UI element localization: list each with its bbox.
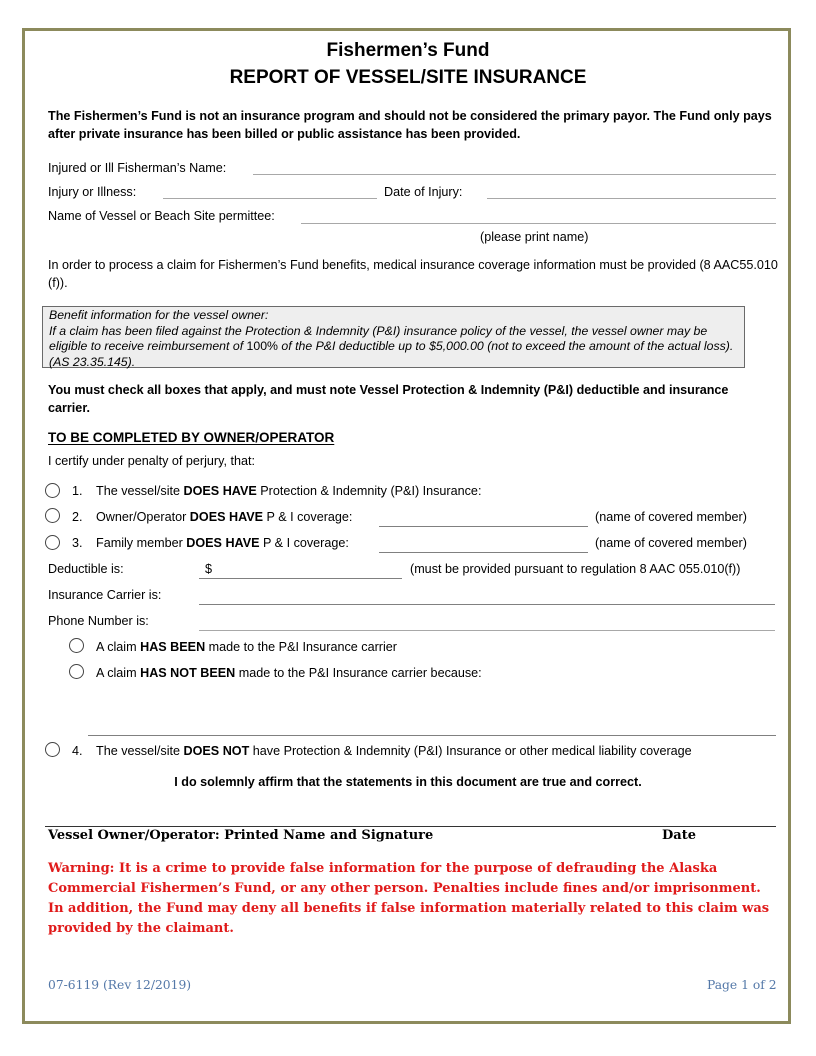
document-title: Fishermen’s Fund — [326, 40, 490, 61]
claim-reason-field[interactable] — [88, 735, 776, 736]
injury-label: Injury or Illness: — [48, 185, 137, 199]
claim-has-been-pre: A claim — [96, 640, 141, 654]
option-2-note: (name of covered member) — [595, 510, 747, 524]
signature-date-label: Date — [662, 828, 696, 843]
deductible-note: (must be provided pursuant to regulation 8 AAC 055.010(f)) — [410, 562, 741, 576]
carrier-label: Insurance Carrier is: — [48, 588, 162, 602]
option-2-radio[interactable] — [45, 508, 60, 523]
certify-text: I certify under penalty of perjury, that: — [48, 454, 255, 468]
option-3-label — [96, 536, 349, 550]
claim-has-not-been-label — [96, 666, 482, 680]
option-2-bold: DOES HAVE — [189, 510, 264, 524]
vessel-name-label: Name of Vessel or Beach Site permittee: — [48, 209, 275, 223]
deductible-label: Deductible is: — [48, 562, 124, 576]
claim-has-been-radio[interactable] — [69, 638, 84, 653]
vessel-name-note: (please print name) — [480, 230, 589, 244]
option-3-radio[interactable] — [45, 535, 60, 550]
benefit-text-a: If a claim has been filed against the Protection & Indemnity (P&I) insurance policy of the vessel, the vessel owner may be eligible to receive reimbursement of — [49, 323, 708, 353]
vessel-name-field[interactable] — [301, 223, 776, 224]
fisherman-name-field[interactable] — [253, 174, 776, 175]
option-4-label — [96, 744, 692, 758]
benefit-text-b: of the P&I deductible up to $5,000.00 (not to exceed the amount of the actual loss). (AS 23.35.145). — [49, 339, 734, 369]
injury-field[interactable] — [163, 198, 377, 199]
claim-has-not-been-post: made to the P&I Insurance carrier because: — [235, 666, 482, 680]
signature-label: Vessel Owner/Operator: Printed Name and Signature — [48, 828, 434, 843]
fraud-warning: Warning: It is a crime to provide false information for the purpose of defrauding the Alaska Commercial Fishermen’s Fund, or any other person. Penalties include fines and/or imprisonment. In addition, the Fund may deny all benefits if false information materially related to this claim was provided by the claimant. — [48, 861, 770, 936]
claim-has-not-been-bold: HAS NOT BEEN — [140, 666, 236, 680]
option-1-pre: The vessel/site — [96, 484, 184, 498]
claim-has-been-bold: HAS BEEN — [140, 640, 206, 654]
phone-field[interactable] — [199, 630, 775, 631]
claim-has-not-been-radio[interactable] — [69, 664, 84, 679]
option-3-number: 3. — [72, 536, 83, 550]
option-4-radio[interactable] — [45, 742, 60, 757]
option-3-note: (name of covered member) — [595, 536, 747, 550]
option-2-member-field[interactable] — [379, 526, 588, 527]
claim-has-been-label — [96, 640, 397, 654]
option-2-pre: Owner/Operator — [96, 510, 190, 524]
claim-has-been-post: made to the P&I Insurance carrier — [205, 640, 397, 654]
form-id: 07-6119 (Rev 12/2019) — [48, 978, 192, 992]
signature-line[interactable] — [45, 826, 776, 827]
option-1-post: Protection & Indemnity (P&I) Insurance: — [256, 484, 482, 498]
option-1-number: 1. — [72, 484, 83, 498]
date-of-injury-label: Date of Injury: — [384, 185, 463, 199]
option-4-number: 4. — [72, 744, 83, 758]
option-3-pre: Family member — [96, 536, 187, 550]
benefit-text — [49, 324, 738, 371]
document-subtitle: REPORT OF VESSEL/SITE INSURANCE — [229, 67, 587, 88]
section-heading: TO BE COMPLETED BY OWNER/OPERATOR — [48, 430, 335, 445]
option-4-pre: The vessel/site — [96, 744, 184, 758]
date-of-injury-field[interactable] — [487, 198, 776, 199]
deductible-field[interactable] — [199, 578, 402, 579]
coverage-paragraph: In order to process a claim for Fishermen’s Fund benefits, medical insurance coverage information must be provided (8 AAC55.010 (f)). — [48, 258, 778, 290]
option-1-bold: DOES HAVE — [183, 484, 257, 498]
claim-has-not-been-pre: A claim — [96, 666, 141, 680]
option-2-number: 2. — [72, 510, 83, 524]
must-check-instructions: You must check all boxes that apply, and must note Vessel Protection & Indemnity (P&I) deductible and insurance carrier. — [48, 383, 729, 415]
carrier-field[interactable] — [199, 604, 775, 605]
intro-disclaimer: The Fishermen’s Fund is not an insurance program and should not be considered the primary payor. The Fund only pays after private insurance has been billed or public assistance has been provided. — [48, 109, 772, 141]
option-4-bold: DOES NOT — [183, 744, 250, 758]
fisherman-name-label: Injured or Ill Fisherman’s Name: — [48, 161, 227, 175]
option-3-bold: DOES HAVE — [186, 536, 260, 550]
option-4-post: have Protection & Indemnity (P&I) Insurance or other medical liability coverage — [249, 744, 692, 758]
option-3-post: P & I coverage: — [259, 536, 349, 550]
benefit-heading: Benefit information for the vessel owner: — [49, 308, 269, 322]
page-number: Page 1 of 2 — [707, 978, 777, 992]
benefit-info-box — [42, 306, 745, 368]
option-2-label — [96, 510, 352, 524]
affirmation-statement: I do solemnly affirm that the statements in this document are true and correct. — [174, 775, 642, 789]
option-1-radio[interactable] — [45, 483, 60, 498]
deductible-currency: $ — [205, 562, 213, 576]
option-2-post: P & I coverage: — [263, 510, 353, 524]
option-3-member-field[interactable] — [379, 552, 588, 553]
phone-label: Phone Number is: — [48, 614, 149, 628]
benefit-percent: 100% — [246, 339, 278, 353]
option-1-label — [96, 484, 481, 498]
